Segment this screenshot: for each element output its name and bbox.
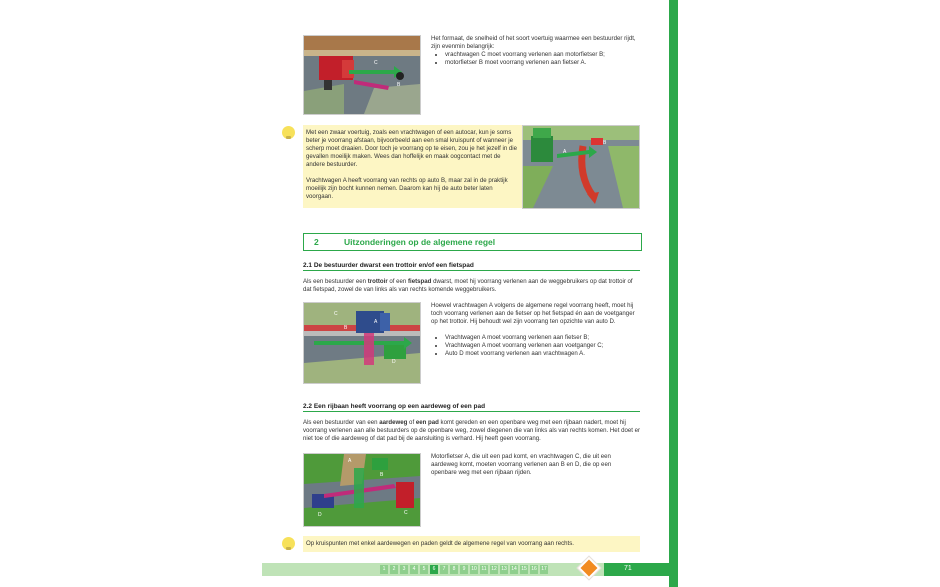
svg-text:A: A [348, 458, 352, 464]
chapter-number[interactable]: 7 [440, 565, 448, 574]
list-item: • Auto D moet voorrang verlenen aan vrachtwagen A. [445, 350, 641, 358]
chapter-number[interactable]: 13 [501, 566, 507, 572]
sub1-bullets [431, 334, 641, 358]
chapter-number[interactable]: 10 [471, 566, 477, 572]
illustration-truck-turning [522, 125, 640, 209]
list-item: • Vrachtwagen A moet voorrang verlenen aan voetganger C; [445, 342, 641, 350]
svg-text:C: C [334, 311, 338, 317]
chapter-number[interactable]: 6 [430, 565, 438, 574]
svg-text:B: B [380, 472, 384, 478]
chapter-number[interactable]: 12 [491, 566, 497, 572]
tip1-paragraph-2: Vrachtwagen A heeft voorrang van rechts op auto B, maar zal in de praktijk moeilijk zijn bocht kunnen nemen. Daarom kan hij de auto beter laten voorgaan. [306, 177, 508, 200]
sub2-text [431, 453, 637, 477]
right-green-bar [669, 0, 678, 587]
illustration-truck-motorcycle [303, 35, 421, 115]
illustration-crossing-sidewalk [303, 302, 421, 384]
chapter-number[interactable]: 3 [400, 565, 408, 574]
sub1-intro [303, 278, 641, 294]
sub1-text [431, 302, 641, 358]
section-number: 2 [314, 237, 319, 247]
chapter-number[interactable]: 16 [531, 566, 537, 572]
page-footer [262, 563, 678, 576]
lightbulb-icon [282, 126, 295, 139]
block1-text [431, 35, 636, 67]
chapter-number[interactable]: 2 [390, 565, 398, 574]
page-number: 71 [624, 565, 632, 572]
sub1-paragraph: Hoewel vrachtwagen A volgens de algemene regel voorrang heeft, moet hij toch voorrang verlenen aan de fietser op het fietspad én aan de voetganger op het trottoir. Hij behoudt wel zijn voorrang ten opzichte van auto D. [431, 302, 635, 325]
sub2-intro-d: komt gereden en een openbare weg met een rijbaan nadert, moet hij voorrang verlenen aan alle bestuurders op de openbare weg, zowel diegenen die van links als van rechts komen. Het doet er niet toe of die aardeweg of dat pad bij de aansluiting is verhard. Hij heeft geen voorrang. [303, 419, 641, 442]
svg-text:C: C [374, 60, 378, 66]
svg-text:D: D [392, 359, 396, 365]
chapter-number[interactable]: 15 [521, 566, 527, 572]
svg-text:A: A [374, 319, 378, 325]
list-item: • vrachtwagen C moet voorrang verlenen aan motorfietser B; [445, 51, 636, 59]
svg-text:D: D [318, 512, 322, 518]
chapter-number[interactable]: 4 [410, 565, 418, 574]
sub2-paragraph: Motorfietser A, die uit een pad komt, en vrachtwagen C, die uit een aardeweg komt, moeten voorrang verlenen aan B en D, die op een openbare weg met een rijbaan rijden. [431, 453, 612, 476]
illustration-dirt-road [303, 453, 421, 527]
tip2-text: Op kruispunten met enkel aardewegen en paden geldt de algemene regel van voorrang aan rechts. [306, 540, 574, 547]
svg-text:C: C [404, 510, 408, 516]
chapter-number[interactable]: 14 [511, 566, 517, 572]
sub1-intro-c: of een [387, 278, 409, 285]
svg-text:A: A [563, 149, 567, 155]
sub2-intro [303, 419, 641, 443]
lightbulb-icon [282, 537, 295, 550]
sub1-intro-bold-2: fietspad [408, 278, 432, 285]
svg-text:B: B [344, 325, 348, 331]
tip1-paragraph-1: Met een zwaar voertuig, zoals een vrachtwagen of een autocar, kun je soms beter je voorrang afstaan, bijvoorbeeld aan een smal kruispunt of wanneer je scherp moet draaien. Door toch je voorrang op te eisen, zou je het jezelf in die gevallen moeilijk maken. Wees dan hoffelijk en maak oogcontact met de andere bestuurder. [306, 129, 518, 168]
sub2-intro-bold-2: een pad [415, 419, 439, 426]
sub1-intro-a: Als een bestuurder een [303, 278, 368, 285]
chapter-number[interactable]: 9 [460, 565, 468, 574]
list-item: • Vrachtwagen A moet voorrang verlenen aan fietser B; [445, 334, 641, 342]
page-number-box [604, 563, 678, 576]
chapter-number[interactable]: 17 [541, 566, 547, 572]
subsection-title-2-2: 2.2 Een rijbaan heeft voorrang op een aardeweg of een pad [303, 403, 486, 410]
chapter-number[interactable]: 11 [481, 566, 487, 572]
sub2-intro-a: Als een bestuurder van een [303, 419, 380, 426]
chapter-number[interactable]: 1 [380, 565, 388, 574]
sub2-intro-c: of [407, 419, 416, 426]
list-item: • motorfietser B moet voorrang verlenen aan fietser A. [445, 59, 636, 67]
svg-text:B: B [397, 82, 401, 88]
sub2-intro-bold-1: aardeweg [379, 419, 408, 426]
subsection-title-2-1: 2.1 De bestuurder dwarst een trottoir en/of een fietspad [303, 262, 474, 269]
tip1-text [306, 129, 518, 201]
sub1-intro-d: dwarst, moet hij voorrang verlenen aan de weggebruikers op dat trottoir of dat fietspad, zowel de van links als van rechts komende weggebruikers. [303, 278, 633, 293]
section-header [303, 233, 642, 251]
tip-box-1 [303, 125, 640, 208]
subsection-underline [303, 411, 640, 412]
section-title: Uitzonderingen op de algemene regel [344, 237, 496, 247]
subsection-underline [303, 270, 640, 271]
block1-paragraph: Het formaat, de snelheid of het soort voertuig waarmee een bestuurder rijdt, zijn evenmin belangrijk: [431, 35, 636, 50]
tip-box-2 [303, 536, 640, 552]
chapter-number[interactable]: 5 [420, 565, 428, 574]
sub1-intro-bold-1: trottoir [367, 278, 388, 285]
chapter-number[interactable]: 8 [450, 565, 458, 574]
block1-bullets [431, 51, 636, 67]
svg-text:B: B [603, 140, 607, 146]
